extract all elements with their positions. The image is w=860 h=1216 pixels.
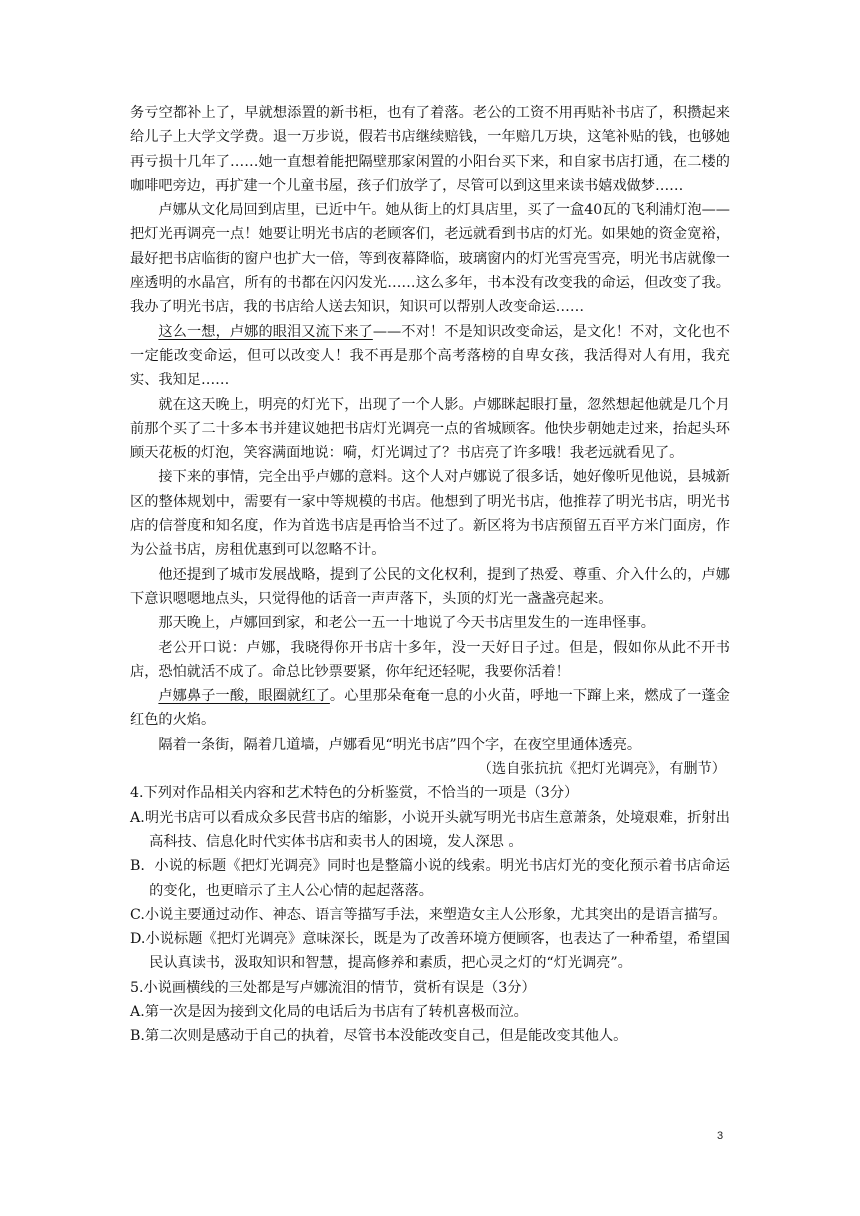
passage-paragraph: 就在这天晚上，明亮的灯光下，出现了一个人影。卢娜眯起眼打量，忽然想起他就是几个月前那个买了二十多本书并建议她把书店灯光调亮一点的省城顾客。他快步朝她走过来，抬起头环顾天花板的灯泡，笑容满面地说：嗬，灯光调过了？书店亮了许多哦！我老远就看见了。 xyxy=(130,396,730,462)
passage-paragraph xyxy=(130,684,730,733)
passage-paragraph: 他还提到了城市发展战略，提到了公民的文化权利，提到了热爱、尊重、介入什么的，卢娜下意识嗯嗯地点头，只觉得他的话音一声声落下，头顶的灯光一盏盏亮起来。 xyxy=(130,566,730,607)
question-stem: 4.下列对作品相关内容和艺术特色的分析鉴赏，不恰当的一项是（3分） xyxy=(130,785,579,802)
passage-paragraph xyxy=(130,320,730,393)
answer-option: C.小说主要通过动作、神态、语言等描写手法，来塑造女主人公形象，尤其突出的是语言描写。 xyxy=(130,906,727,923)
page-content xyxy=(130,101,730,1049)
answer-option: B.第二次则是感动于自己的执着，尽管书本没能改变自己，但是能改变其他人。 xyxy=(130,1028,628,1045)
paragraph-text: ——不对！不是知识改变命运，是文化！不对，文化也不一定能改变命运，但可以改变人！我不再是那个高考落榜的自卑女孩，我活得对人有用，我充实、我知足…… xyxy=(130,323,730,389)
underlined-sentence: 这么一想，卢娜的眼泪又流下来了 xyxy=(158,323,373,340)
passage-paragraph: 卢娜从文化局回到店里，已近中午。她从街上的灯具店里，买了一盒40瓦的飞利浦灯泡——把灯光再调亮一点！她要让明光书店的老顾客们，老远就看到书店的灯光。如果她的资金宽裕，最好把书店临街的窗户也扩大一倍，等到夜幕降临，玻璃窗内的灯光雪亮雪亮，明光书店就像一座透明的水晶宫，所有的书都在闪闪发光……这么多年，书本没有改变我的命运，但改变了我。我办了明光书店，我的书店给人送去知识，知识可以帮别人改变命运…… xyxy=(130,202,730,316)
answer-option: D.小说标题《把灯光调亮》意味深长，既是为了改善环境方便顾客，也表达了一种希望，希望国民认真读书，汲取知识和智慧，提高修养和素质，把心灵之灯的“灯光调亮”。 xyxy=(130,931,730,972)
answer-option: A.明光书店可以看成众多民营书店的缩影，小说开头就写明光书店生意萧条，处境艰难，折射出高科技、信息化时代实体书店和卖书人的困境，发人深思 。 xyxy=(130,809,730,850)
source-citation: （选自张抗抗《把灯光调亮》，有删节） xyxy=(477,761,726,778)
page-number: 3 xyxy=(717,1130,724,1142)
answer-option: A.第一次是因为接到文化局的电话后为书店有了转机喜极而泣。 xyxy=(130,1003,528,1020)
passage-paragraph: 务亏空都补上了，早就想添置的新书柜，也有了着落。老公的工资不用再贴补书店了，积攒起来给儿子上大学文学费。退一万步说，假若书店继续赔钱，一年赔几万块，这笔补贴的钱，也够她再亏损十几年了……她一直想着能把隔壁那家闲置的小阳台买下来，和自家书店打通，在二楼的咖啡吧旁边，再扩建一个儿童书屋，孩子们放学了，尽管可以到这里来读书嬉戏做梦…… xyxy=(130,105,730,194)
underlined-sentence: 卢娜鼻子一酸，眼圈就红了 xyxy=(158,688,330,705)
passage-paragraph: 老公开口说：卢娜，我晓得你开书店十多年，没一天好日子过。但是，假如你从此不开书店，恐怕就活不成了。命总比钞票要紧，你年纪还轻呢，我要你活着！ xyxy=(130,639,730,680)
question-stem: 5.小说画横线的三处都是写卢娜流泪的情节，赏析有误是（3分） xyxy=(130,979,536,996)
paragraph-text: 。心里那朵奄奄一息的小火苗，呼地一下蹿上来，燃成了一蓬金红色的火焰。 xyxy=(130,688,730,729)
passage-paragraph: 接下来的事情，完全出乎卢娜的意料。这个人对卢娜说了很多话，她好像听见他说，县城新区的整体规划中，需要有一家中等规模的书店。他想到了明光书店，他推荐了明光书店，明光书店的信誉度和知名度，作为首选书店是再恰当不过了。新区将为书店预留五百平方米门面房，作为公益书店，房租优惠到可以忽略不计。 xyxy=(130,469,730,559)
answer-option: B. 小说的标题《把灯光调亮》同时也是整篇小说的线索。明光书店灯光的变化预示着书店命运的变化，也更暗示了主人公心情的起起落落。 xyxy=(130,858,730,899)
passage-paragraph: 隔着一条街，隔着几道墙，卢娜看见“明光书店”四个字，在夜空里通体透亮。 xyxy=(158,736,642,753)
passage-paragraph: 那天晚上，卢娜回到家，和老公一五一十地说了今天书店里发生的一连串怪事。 xyxy=(158,615,655,632)
